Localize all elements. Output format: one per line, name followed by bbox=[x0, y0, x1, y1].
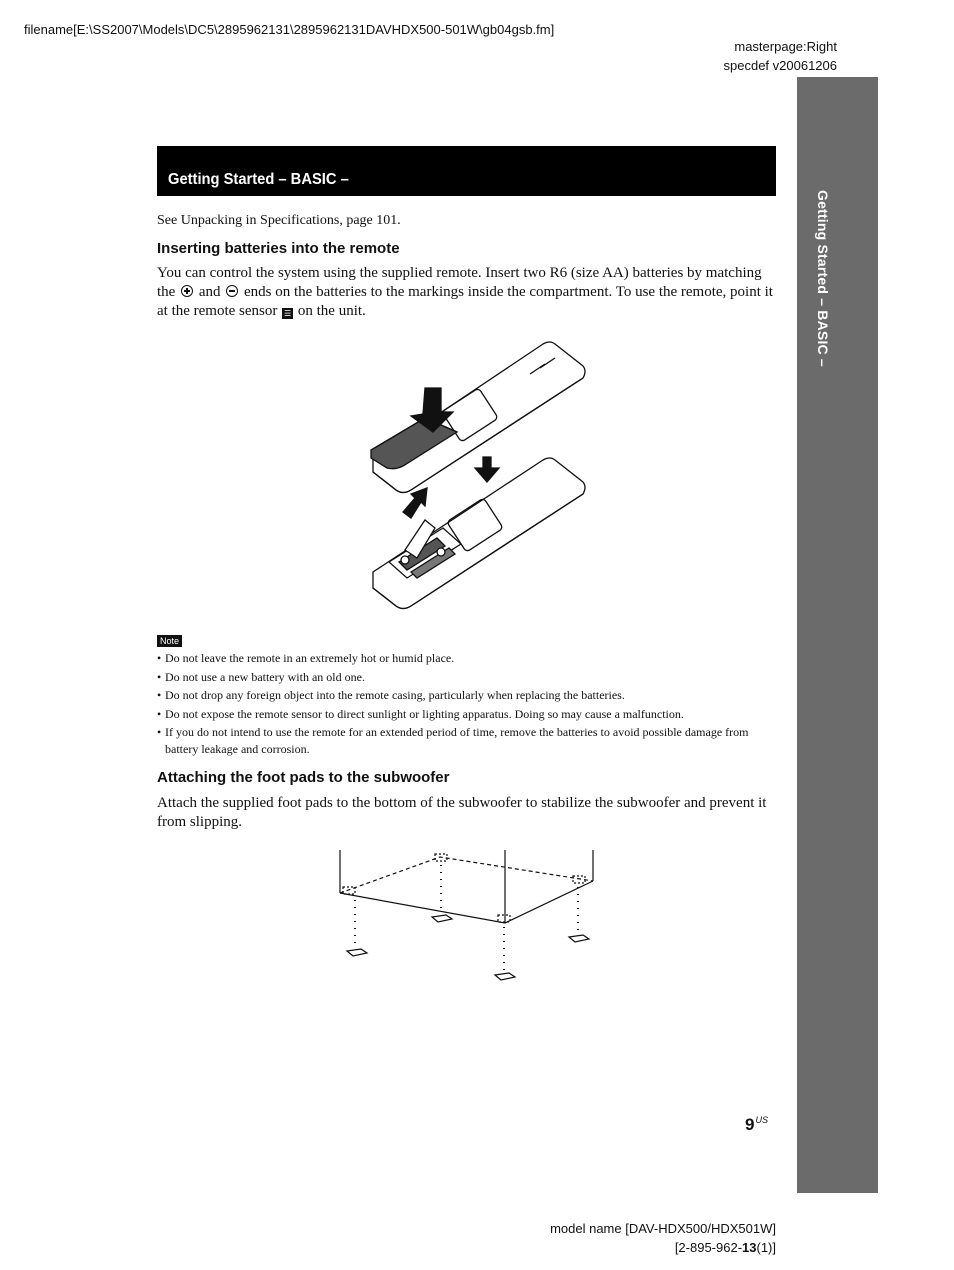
note-list bbox=[157, 650, 782, 760]
batteries-paragraph bbox=[157, 264, 777, 321]
part-number bbox=[550, 1238, 776, 1257]
page-number-suffix: US bbox=[755, 1115, 768, 1125]
model-name: model name [DAV-HDX500/HDX501W] bbox=[550, 1221, 776, 1236]
section-title: Getting Started – BASIC – bbox=[168, 171, 349, 188]
page-number bbox=[745, 1115, 768, 1135]
specdef-label: specdef v20061206 bbox=[723, 58, 837, 73]
subwoofer-footpad-illustration bbox=[335, 845, 600, 985]
footer bbox=[550, 1219, 776, 1257]
part-number-bold: 13 bbox=[742, 1240, 757, 1255]
section-title-bar bbox=[157, 146, 776, 196]
note-item: • Do not use a new battery with an old one. bbox=[157, 669, 782, 686]
batteries-text-2: ends on the batteries to the markings inside the compartment. To use the remote, point it at the remote sensor bbox=[157, 284, 773, 319]
note-badge: Note bbox=[157, 635, 182, 647]
side-tab bbox=[797, 77, 878, 1193]
batteries-text-and: and bbox=[198, 284, 221, 300]
footpads-paragraph: Attach the supplied foot pads to the bottom of the subwoofer to stabilize the subwoofer and prevent it from slipping. bbox=[157, 795, 767, 830]
note-item: • Do not leave the remote in an extremely hot or humid place. bbox=[157, 650, 782, 667]
filename-header: filename[E:\SS2007\Models\DC5\2895962131\2895962131DAVHDX500-501W\gb04gsb.fm] bbox=[24, 22, 555, 37]
page-number-value: 9 bbox=[745, 1115, 755, 1134]
remote-battery-illustration bbox=[365, 340, 590, 610]
note-item: • Do not drop any foreign object into the remote casing, particularly when replacing the batteries. bbox=[157, 687, 782, 704]
part-number-suffix: (1)] bbox=[756, 1240, 776, 1255]
side-tab-label: Getting Started – BASIC – bbox=[815, 190, 831, 367]
plus-circle-icon bbox=[181, 285, 193, 297]
batteries-text-1: You can control the system using the supplied remote. Insert two R6 (size AA) batteries by matching the bbox=[157, 265, 762, 300]
minus-circle-icon bbox=[226, 285, 238, 297]
footpads-heading: Attaching the foot pads to the subwoofer bbox=[157, 769, 450, 786]
batteries-text-3: on the unit. bbox=[297, 303, 366, 319]
remote-sensor-icon: ☰ bbox=[284, 309, 292, 318]
see-unpacking-text: See Unpacking in Specifications, page 101. bbox=[157, 213, 401, 228]
note-item: • If you do not intend to use the remote for an extended period of time, remove the batteries to avoid possible damage from battery leakage and corrosion. bbox=[157, 724, 782, 758]
masterpage-label: masterpage:Right bbox=[734, 39, 837, 54]
batteries-heading: Inserting batteries into the remote bbox=[157, 240, 400, 257]
masterpage-header bbox=[724, 37, 837, 75]
note-item: • Do not expose the remote sensor to direct sunlight or lighting apparatus. Doing so may cause a malfunction. bbox=[157, 706, 782, 723]
part-number-prefix: [2-895-962- bbox=[674, 1240, 743, 1255]
